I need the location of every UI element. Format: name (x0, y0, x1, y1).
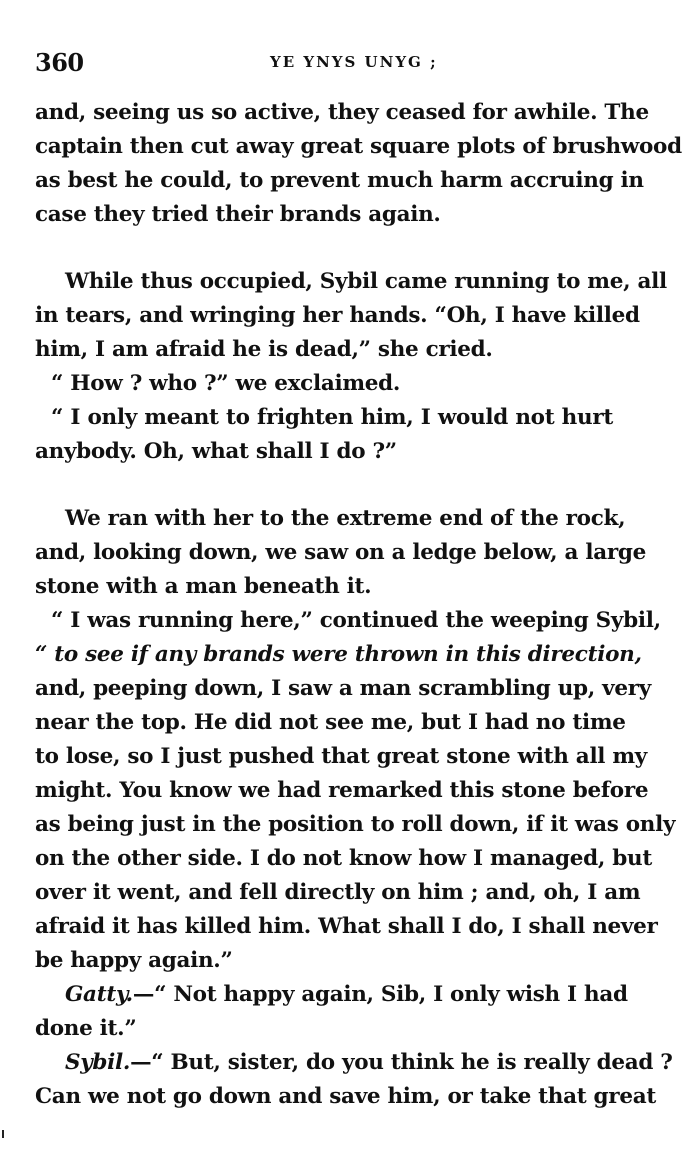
paragraph (35, 604, 676, 978)
text-line: as best he could, to prevent much harm accruing in (35, 168, 644, 193)
running-head: YE YNYS UNYG ; (270, 53, 438, 71)
dialogue-paragraph (35, 978, 628, 1046)
text-line: captain then cut away great square plots of brushwood (35, 134, 682, 159)
text-line: case they tried their brands again. (35, 202, 441, 227)
text-line: “ I was running here,” continued the weeping Sybil, (51, 608, 661, 633)
paragraph (35, 96, 682, 232)
text-line: might. You know we had remarked this stone before (35, 778, 649, 803)
speaker-name: Sybil. (65, 1050, 131, 1075)
text-line: in tears, and wringing her hands. “Oh, I have killed (35, 303, 640, 328)
paragraph (35, 502, 646, 604)
speaker-name: Gatty. (65, 982, 133, 1007)
text-line: afraid it has killed him. What shall I do, I shall never (35, 914, 658, 939)
text-line: as being just in the position to roll down, if it was only (35, 812, 676, 837)
text-line: While thus occupied, Sybil came running to me, all (65, 269, 667, 294)
paragraph (35, 265, 667, 367)
page-header (35, 48, 613, 82)
text-line: and, looking down, we saw on a ledge below, a large (35, 540, 646, 565)
scan-edge-mark (2, 1130, 4, 1138)
dialogue-text: —“ But, sister, do you think he is really dead ? (130, 1050, 673, 1075)
text-line: “ to see if any brands were thrown in this direction, (35, 642, 642, 667)
text-line: and, seeing us so active, they ceased for awhile. The (35, 100, 649, 125)
dialogue-line (35, 978, 628, 1012)
text-line: We ran with her to the extreme end of the rock, (65, 506, 626, 531)
body-text (35, 96, 682, 1114)
dialogue-line (35, 1046, 673, 1080)
dialogue-text: —“ Not happy again, Sib, I only wish I had (132, 982, 628, 1007)
text-line: stone with a man beneath it. (35, 574, 372, 599)
section-break (35, 469, 613, 502)
dialogue-paragraph (35, 1046, 673, 1114)
text-line: over it went, and fell directly on him ; and, oh, I am (35, 880, 641, 905)
text-line: on the other side. I do not know how I managed, but (35, 846, 652, 871)
paragraph (35, 367, 613, 401)
text-line: near the top. He did not see me, but I had no time (35, 710, 626, 735)
section-break (35, 232, 613, 265)
text-line: “ I only meant to frighten him, I would not hurt (51, 405, 613, 430)
text-line: Can we not go down and save him, or take that great (35, 1084, 656, 1109)
text-line: him, I am afraid he is dead,” she cried. (35, 337, 493, 362)
text-line: be happy again.” (35, 948, 233, 973)
text-line: done it.” (35, 1016, 137, 1041)
page-number: 360 (35, 48, 84, 77)
text-line: “ How ? who ?” we exclaimed. (51, 371, 401, 396)
text-line: to lose, so I just pushed that great stone with all my (35, 744, 648, 769)
text-line: and, peeping down, I saw a man scrambling up, very (35, 676, 651, 701)
paragraph (35, 401, 613, 469)
text-line: anybody. Oh, what shall I do ?” (35, 439, 397, 464)
